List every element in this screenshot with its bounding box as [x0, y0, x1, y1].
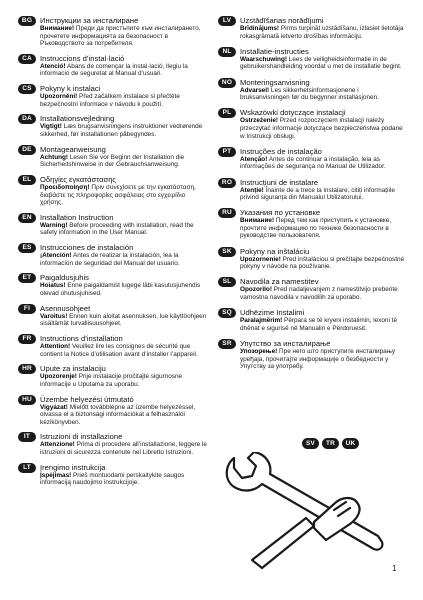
entry-title: Montageanweisung	[40, 144, 106, 154]
entry-hu	[18, 395, 208, 427]
entry-text: Vigtigt! Læs brugsanvisningens instruktioner vedrørende sikkerhed, før installationen påbegyndes.	[40, 123, 203, 139]
entry-sl	[218, 277, 408, 301]
entry-nl	[218, 47, 408, 71]
entry-title: Uzstādīšanas norādījumi	[240, 16, 324, 25]
entry-text: Atenção! Antes de continuar a instalação, leia as informações de segurança no Manual de Utilizador.	[240, 155, 386, 171]
entry-title: Įrengimo instrukcija	[40, 462, 106, 472]
entry-text: Внимание! Перед тем как приступить к установке, прочтите информацию по технике безопасности в руководстве пользователя.	[240, 217, 392, 240]
entry-text: Opozorilo! Pred nadaljevanjem z namestitvijo preberite varnostna navodila v navodilih za uporabo.	[240, 286, 398, 302]
entry-lt	[18, 463, 208, 487]
entry-it	[18, 432, 208, 456]
entry-da	[18, 114, 208, 138]
entry-sk	[218, 247, 408, 271]
entry-text: Įspėjimas! Prieš montuodami perskaitykite saugos informaciją naudojimo instrukcijoje.	[40, 471, 185, 487]
entry-title: Asennusohjeet	[40, 303, 91, 313]
entry-text: Attenzione! Prima di procedere all’installazione, leggere le istruzioni di sicurezza contenute nel Libretto Istruzioni.	[40, 441, 207, 457]
entry-title: Pokyny na inštaláciu	[240, 246, 310, 256]
right-column	[218, 16, 408, 377]
entry-text: Upozorenje! Prije instalacije pročitajte sigurnosne informacije u Uputama za uporabu.	[40, 373, 183, 388]
screwdriver-icon	[252, 518, 314, 568]
language-badge: FI	[18, 304, 36, 314]
entry-el	[18, 175, 208, 207]
entry-title: Pokyny k instalaci	[40, 84, 101, 94]
entry-text: Upozornenie! Pred inštaláciou si prečítajte bezpečnostné pokyny v návode na používanie.	[240, 255, 405, 271]
entry-fi	[18, 304, 208, 328]
entry-title: Installation Instruction	[40, 212, 114, 222]
entry-text: Varoitus! Ennen kuin aloitat asennuksen, lue käyttöohjeen sisältämät turvallisuusohjeet.	[40, 312, 207, 328]
language-badge: DA	[18, 114, 36, 124]
language-badge: EN	[18, 213, 36, 223]
language-badge: LT	[18, 463, 36, 473]
language-badge-sv: SV	[302, 438, 319, 449]
language-badge: HU	[18, 395, 36, 405]
entry-title: Указания по установке	[240, 208, 321, 218]
entry-title: Üzembe helyezési útmutató	[40, 394, 134, 404]
entry-title: Navodila za namestitev	[240, 277, 319, 287]
entry-title: Instrucciones de instalación	[40, 243, 134, 253]
left-column	[18, 16, 208, 493]
entry-ca	[18, 54, 208, 78]
entry-text: Hoiatus! Enne paigaldamist lugege läbi kasutusjuhendis olevad ohutusjuhised.	[40, 282, 201, 298]
language-badge: BG	[18, 16, 36, 26]
language-badge: DE	[18, 145, 36, 155]
entry-title: Instruccions d’instal·lació	[40, 53, 125, 63]
entry-title: Udhëzime Instalimi	[240, 308, 305, 318]
entry-cs	[18, 84, 208, 108]
language-badge: PL	[218, 108, 236, 118]
entry-text: ¡Atención! Antes de realizar la instalación, lea la información de seguridad del Manual del usuario.	[40, 252, 180, 267]
entry-text: Внимание! Преди да пристъпите към инсталирането, прочетете информацията за безопасност в Ръководството за потребителя.	[40, 25, 201, 48]
language-badge: CS	[18, 84, 36, 94]
entry-text: Paralajmërim! Përpara se të kryeni instalimin, lexoni të dhënat e sigurisë në Manualin e Përdoruesit.	[240, 317, 398, 332]
entry-title: Installatie-instructies	[240, 46, 309, 56]
language-badge: LV	[218, 16, 236, 26]
language-badge: NO	[218, 78, 236, 88]
entry-text: Προειδοποίηση! Πριν συνεχίσετε με την εγκατάσταση, διαβάστε τις πληροφορίες ασφάλειας στο εγχειρίδιο χρήσης.	[40, 184, 196, 207]
entry-title: Upute za instalaciju	[40, 364, 106, 374]
entry-text: Atenție! Înainte de a trece la instalare, citiți informațiile privind siguranța din Manualul Utilizatorului.	[240, 186, 395, 202]
entry-text: Advarsel! Les sikkerhetsinformasjonene i bruksanvisningen før du begynner installasjonen.	[240, 86, 379, 102]
language-badge: PT	[218, 147, 236, 157]
language-badge: ES	[18, 243, 36, 253]
language-badge: SL	[218, 277, 236, 287]
entry-ru	[218, 208, 408, 240]
entry-text: Attention! Veuillez lire les consignes de sécurité que contient la Notice d’utilisation avant d’installer l’appareil.	[40, 343, 198, 358]
entry-de	[18, 145, 208, 169]
entry-title: Инструкции за инсталиране	[40, 16, 139, 25]
language-badge: SR	[218, 339, 236, 349]
entry-title: Wskazówki dotyczące instalacji	[240, 108, 346, 118]
entry-title: Instructions d’installation	[40, 334, 123, 343]
language-badge: NL	[218, 47, 236, 57]
entry-pt	[218, 147, 408, 171]
entry-text: Ostrzeżenie! Przed rozpoczęciem instalacji należy przeczytać informacje dotyczące bezpieczeństwa podane w Instrukcji obsługi.	[240, 117, 403, 140]
wrench-and-screwdriver-icon	[222, 452, 408, 570]
entry-bg	[18, 16, 208, 48]
language-badge: FR	[18, 334, 36, 344]
entry-text: Vigyázat! Mielőtt továbblépne az üzembe helyezéssel, olvassa el a biztonsági információkat a felhasználói kézikönyvben.	[40, 403, 196, 426]
entry-sq	[218, 308, 408, 332]
entry-title: Installationsvejledning	[40, 114, 115, 124]
language-badge-uk: UK	[342, 438, 359, 449]
entry-pl	[218, 108, 408, 140]
entry-es	[18, 243, 208, 267]
entry-no	[218, 78, 408, 102]
entry-lv	[218, 16, 408, 40]
entry-ro	[218, 178, 408, 202]
entry-title: Instruções de instalação	[240, 146, 322, 156]
entry-text: Waarschuwing! Lees de veiligheidsinformatie in de gebruikershandleiding voordat u met de installatie begint.	[240, 55, 402, 71]
entry-text: Achtung! Lesen Sie vor Beginn der Installation die Sicherheitshinweise in der Gebrauchsanweisung.	[40, 153, 185, 169]
entry-title: Monteringsanvisning	[240, 77, 310, 87]
entry-title: Οδηγίες εγκατάστασης	[40, 175, 117, 184]
language-badge: HR	[18, 364, 36, 374]
entry-text: Atenció! Abans de començar la instal·lació, llegiu la informació de seguretat al Manual d’usuari.	[40, 62, 188, 78]
language-badge: EL	[18, 175, 36, 185]
entry-text: Warning! Before proceeding with installation, read the safety information in the User Manual.	[40, 221, 194, 237]
language-badge: CA	[18, 54, 36, 64]
entry-en	[18, 213, 208, 237]
language-badge: RU	[218, 208, 236, 218]
entry-title: Istruzioni di installazione	[40, 432, 123, 442]
language-badge: SK	[218, 247, 236, 257]
entry-text: Brīdinājums! Pirms turpināt uzstādīšanu, izlasiet lietotāja rokasgrāmatā ietverto drošības informāciju.	[240, 25, 404, 40]
entry-hr	[18, 364, 208, 388]
entry-sr	[218, 339, 408, 371]
language-badge: SQ	[218, 308, 236, 318]
language-badge: IT	[18, 432, 36, 442]
entry-text: Упозорење! Пре него што приступите инсталирању уређаја, прочитајте информације о безбедности у Упутству за употребу.	[240, 348, 396, 371]
page-number: 1	[392, 564, 397, 573]
entry-title: Упутство за инсталирање	[240, 339, 331, 348]
entry-title: Instrucțiuni de instalare	[240, 177, 319, 187]
language-badge-tr: TR	[322, 438, 339, 449]
entry-text: Upozornění! Před začátkem instalace si přečtěte bezpečnostní informace v návodu k použití.	[40, 93, 180, 108]
language-badge: RO	[218, 178, 236, 188]
language-badge: ET	[18, 273, 36, 283]
entry-et	[18, 273, 208, 297]
entry-title: Paigaldusjuhis	[40, 273, 89, 283]
entry-fr	[18, 334, 208, 358]
